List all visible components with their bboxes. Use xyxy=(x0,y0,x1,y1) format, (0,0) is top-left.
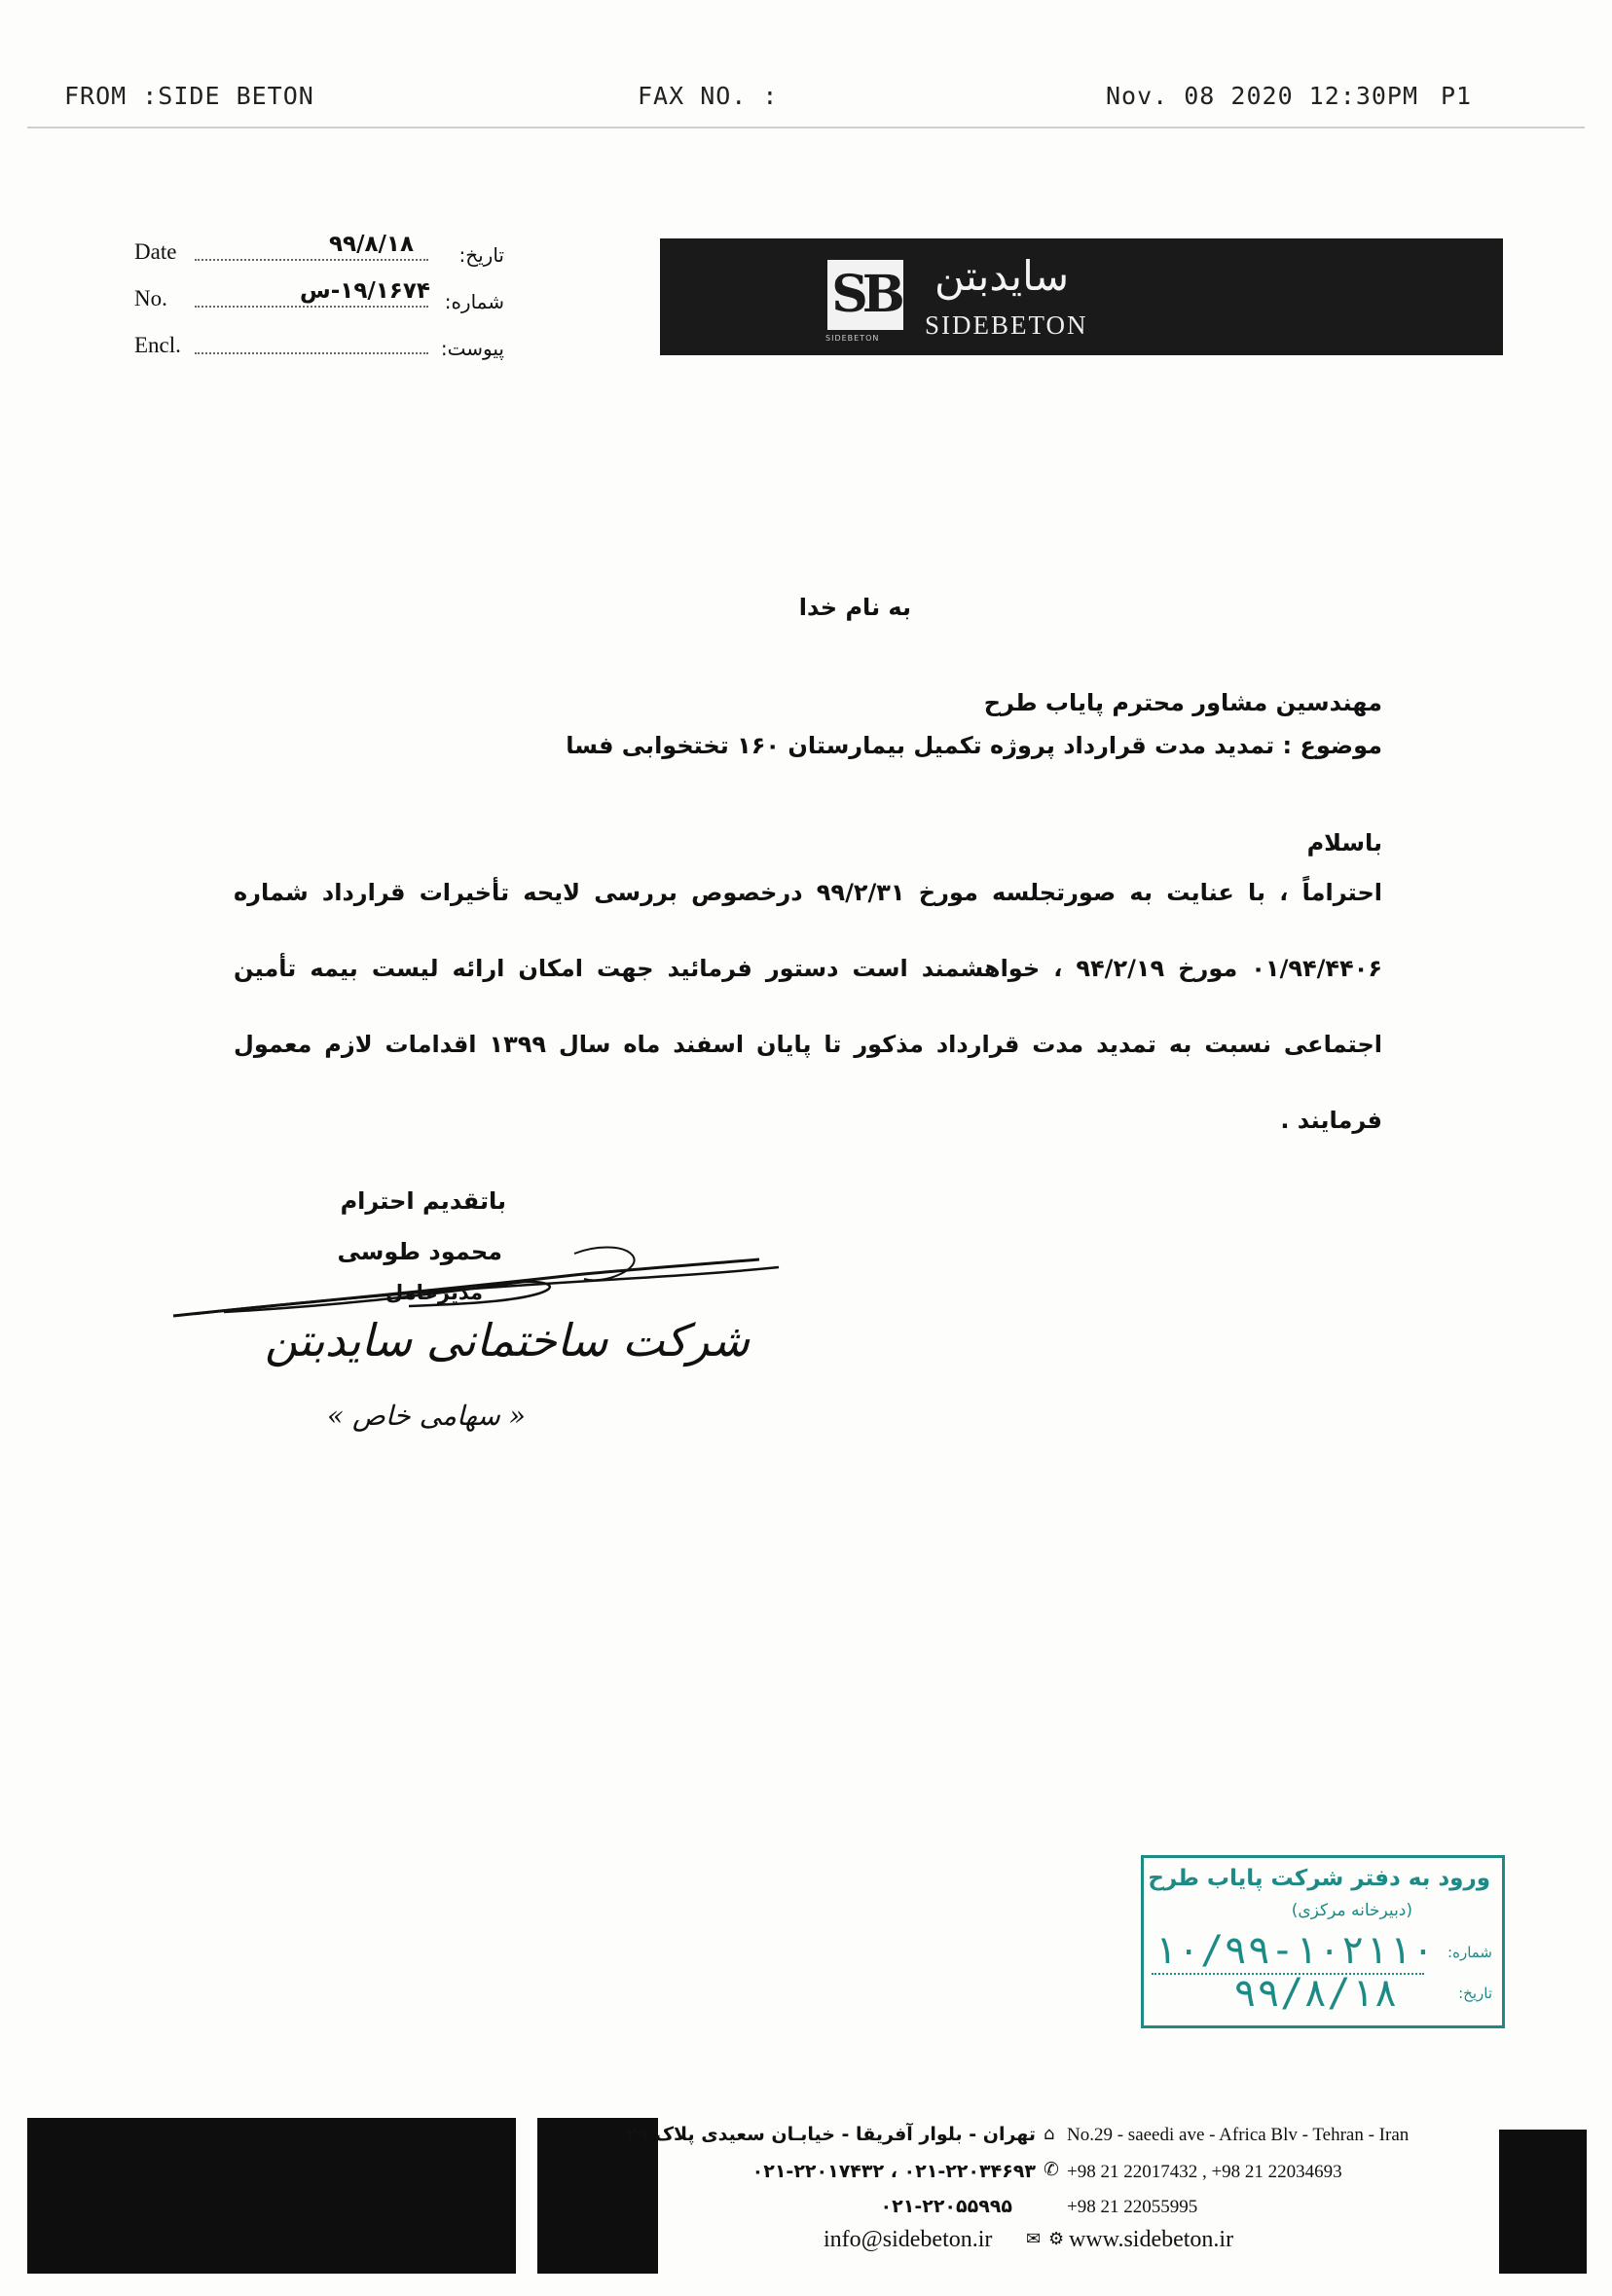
receipt-stamp-title: ورود به دفتر شرکت پایاب طرح xyxy=(1148,1866,1490,1891)
signer-title: مدیرعامل xyxy=(385,1281,483,1304)
footer-black-block-right xyxy=(1499,2130,1587,2274)
number-value: ۱۹/۱۶۷۴-س xyxy=(300,278,430,304)
encl-label-fa: پیوست: xyxy=(440,337,504,360)
dotted-line xyxy=(195,259,428,261)
date-value: ۹۹/۸/۱۸ xyxy=(329,232,414,257)
dotted-line xyxy=(195,352,428,354)
footer-email[interactable]: info@sidebeton.ir xyxy=(824,2227,993,2252)
receipt-stamp xyxy=(1141,1855,1505,2028)
fax-from: FROM :SIDE BETON xyxy=(64,82,314,110)
closing: باتقدیم احترام xyxy=(340,1187,506,1215)
meta-date-row xyxy=(134,232,504,271)
signer-name: محمود طوسی xyxy=(337,1238,502,1265)
company-stamp-name: شرکت ساختمانی سایدبتن xyxy=(265,1314,751,1367)
phone-icon: ✆ xyxy=(1044,2159,1059,2180)
mail-icon: ✉ xyxy=(1026,2229,1042,2249)
date-label-en: Date xyxy=(134,239,177,264)
subject-line: موضوع : تمدید مدت قرارداد پروژه تکمیل بیمارستان ۱۶۰ تختخوابی فسا xyxy=(566,732,1382,759)
footer-address-fa: تهران - بلوار آفریقا - خیابـان سعیدی پلاک ۲۹ xyxy=(625,2124,1036,2145)
meta-number-row xyxy=(134,278,504,317)
home-icon: ⌂ xyxy=(1044,2124,1055,2144)
company-logo-banner xyxy=(660,238,1503,355)
fax-page: P1 xyxy=(1441,82,1473,110)
encl-label-en: Encl. xyxy=(134,333,181,357)
logo-name-fa: سایدبتن xyxy=(934,252,1070,300)
number-label-en: No. xyxy=(134,286,167,310)
header-rule xyxy=(27,127,1585,128)
footer-website[interactable]: www.sidebeton.ir xyxy=(1069,2227,1234,2252)
footer-phone-fa: ۰۲۱-۲۲۰۱۷۴۳۲ ، ۰۲۱-۲۲۰۳۴۶۹۳ xyxy=(751,2161,1036,2182)
meta-encl-row xyxy=(134,325,504,364)
logo-mark-caption: SIDEBETON xyxy=(825,334,880,343)
recipient: مهندسین مشاور محترم پایاب طرح xyxy=(983,689,1382,716)
date-label-fa: تاریخ: xyxy=(458,243,504,267)
invocation: به نام خدا xyxy=(798,594,911,621)
receipt-date-label: تاریخ: xyxy=(1458,1985,1492,2002)
fax-number: FAX NO. : xyxy=(638,82,779,110)
globe-icon: ⚙ xyxy=(1048,2229,1065,2249)
logo-name-en: SIDEBETON xyxy=(925,310,1088,340)
letter-body: احتراماً ، با عنایت به صورتجلسه مورخ ۹۹/۲/۳۱ درخصوص بررسی لایحه تأخیرات قرارداد شماره ۰۱/۹۴/۴۴۰۶ مورخ ۹۴/۲/۱۹ ، خواهشمند است دستور فرمائید جهت امکان ارائه لیست بیمه تأمین اجتماعی نسبت به تمدید مدت قرارداد مذکور تا پایان اسفند ماه سال ۱۳۹۹ اقدامات لازم معمول فرمایند . xyxy=(234,879,1382,1134)
footer-fax-en: +98 21 22055995 xyxy=(1067,2197,1198,2217)
dotted-line xyxy=(195,306,428,308)
receipt-number-value: ۱۰/۹۹-۱۰۲۱۱۰ xyxy=(1154,1928,1435,1973)
receipt-stamp-subtitle: (دبیرخانه مرکزی) xyxy=(1291,1901,1412,1920)
receipt-date-value: ۹۹/۸/۱۸ xyxy=(1233,1971,1398,2016)
number-label-fa: شماره: xyxy=(444,290,504,313)
fax-datetime: Nov. 08 2020 12:30PM xyxy=(1106,82,1419,110)
logo-mark: SB xyxy=(827,260,903,330)
stamp-dotted-line xyxy=(1152,1973,1424,1975)
company-stamp-type: « سهامی خاص » xyxy=(327,1400,526,1432)
footer-phone-en: +98 21 22017432 , +98 21 22034693 xyxy=(1067,2162,1342,2182)
footer-black-block-left xyxy=(27,2118,516,2274)
footer-address-en: No.29 - saeedi ave - Africa Blv - Tehran - Iran xyxy=(1067,2125,1410,2145)
receipt-number-label: شماره: xyxy=(1447,1944,1492,1961)
greeting: باسلام xyxy=(1306,829,1382,856)
footer-fax-fa: ۰۲۱-۲۲۰۵۵۹۹۵ xyxy=(880,2196,1012,2217)
